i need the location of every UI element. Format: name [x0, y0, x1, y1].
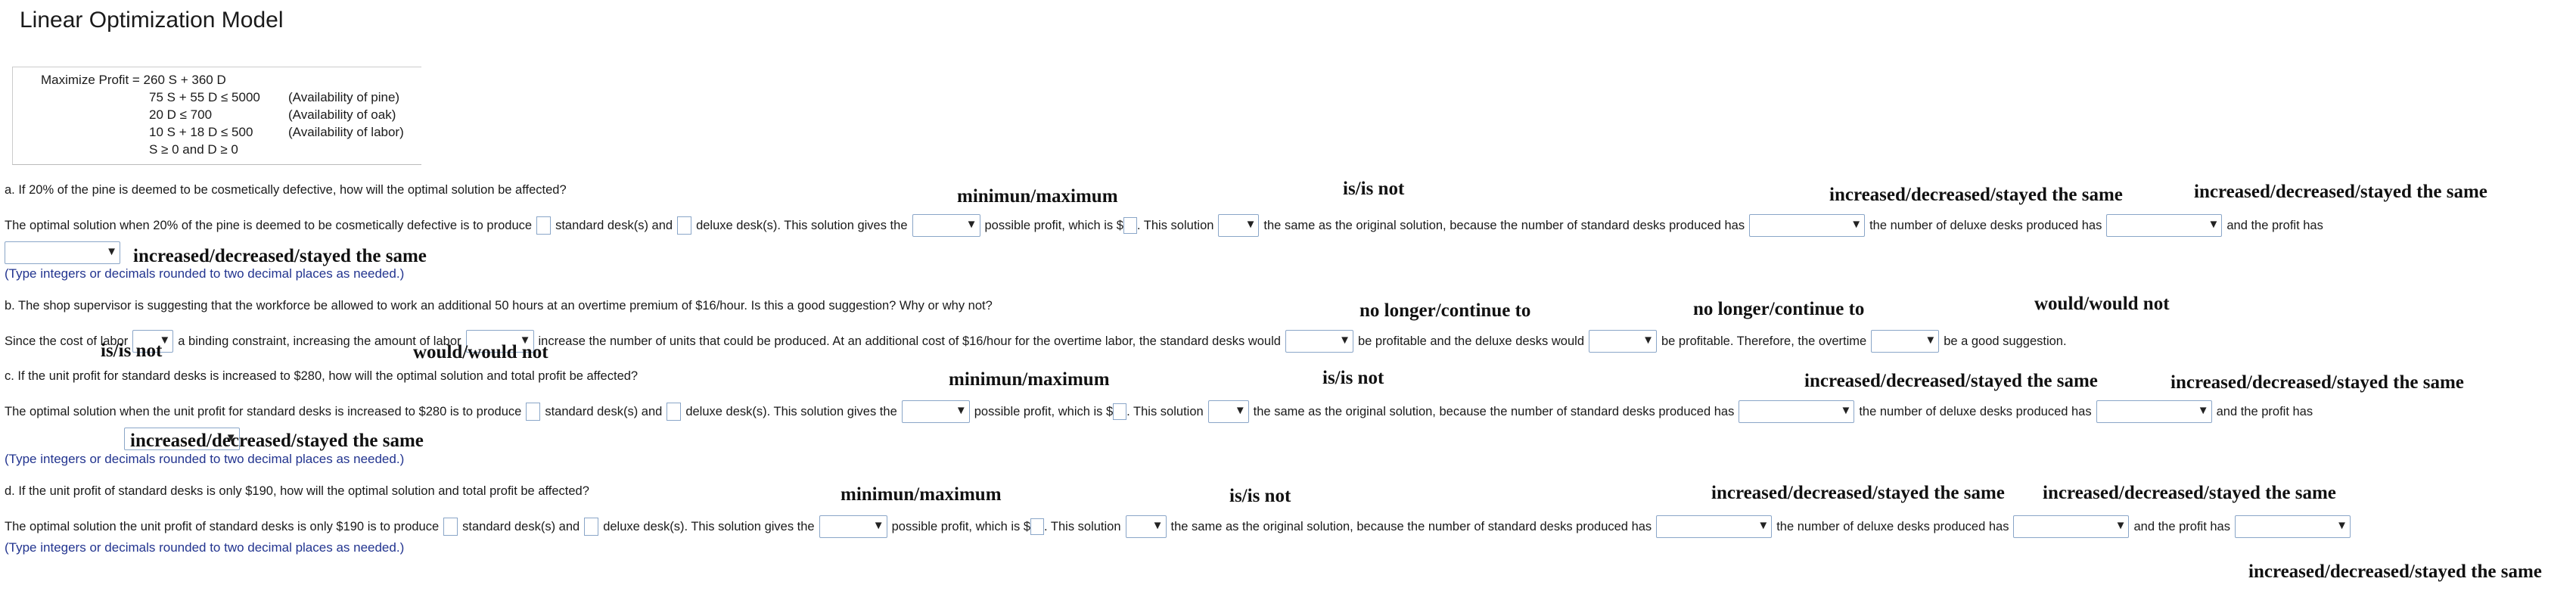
constraint-1: 75 S + 55 D ≤ 5000 [149, 90, 260, 104]
c-deluxe-desks-input[interactable] [667, 403, 681, 421]
a-standard-change-dropdown[interactable] [1749, 214, 1865, 237]
b-overtime-wouldnot-dropdown[interactable] [1871, 330, 1939, 353]
answer-d: The optimal solution the unit profit of standard desks is only $190 is to produce standard desk(s) and deluxe desk(s). This solution gives the ▼ possible profit, which is $ . This solution ▼ the same as the original solution, because the number of standard desks produced has ▼ the number of deluxe desks produced has ▼ and the profit has ▼ [5, 515, 2355, 538]
label-incdec-a3: increased/decreased/stayed the same [133, 246, 427, 266]
objective: Maximize Profit = 260 S + 360 D [41, 73, 226, 87]
answer-c: The optimal solution when the unit profit for standard desks is increased to $280 is to produce standard desk(s) and deluxe desk(s). This solution gives the ▼ possible profit, which is $ . This solution ▼ the same as the original solution, because the number of standard desks produced has ▼ the number of deluxe desks produced has ▼ and the profit has [5, 400, 2317, 423]
d-standard-change-dropdown[interactable] [1656, 515, 1772, 538]
c-profit-input[interactable] [1113, 403, 1126, 420]
label-isnot-b: is/is not [101, 341, 163, 361]
constraint-1-note: (Availability of pine) [288, 90, 400, 104]
a-deluxe-desks-input[interactable] [677, 216, 691, 235]
constraint-3: 10 S + 18 D ≤ 500 [149, 125, 253, 139]
label-minmax-d: minimun/maximum [841, 484, 1002, 505]
a-deluxe-change-dropdown[interactable] [2106, 214, 2222, 237]
hint-c: (Type integers or decimals rounded to two decimal places as needed.) [5, 452, 405, 466]
a-minmax-dropdown[interactable] [912, 214, 980, 237]
c-isnot-dropdown[interactable] [1208, 400, 1249, 423]
b-deluxe-nolonger-dropdown[interactable] [1589, 330, 1657, 353]
answer-a: The optimal solution when 20% of the pine is deemed to be cosmetically defective is to produce standard desk(s) and deluxe desk(s). This solution gives the ▼ possible profit, which is $ . This solution ▼ the same as the original solution, because the number of standard desks produced has ▼ the number of deluxe desks produced has ▼ and the profit has [5, 214, 2328, 237]
label-wouldnot-b: would/would not [413, 342, 548, 362]
label-minmax-a: minimun/maximum [957, 186, 1118, 207]
label-incdec-c1: increased/decreased/stayed the same [1804, 371, 2098, 391]
d-profit-input[interactable] [1030, 518, 1044, 535]
label-nolonger-b2: no longer/continue to [1693, 299, 1865, 319]
label-minmax-c: minimun/maximum [949, 369, 1110, 390]
label-incdec-c2: increased/decreased/stayed the same [2170, 372, 2464, 393]
d-isnot-dropdown[interactable] [1126, 515, 1167, 538]
question-b: b. The shop supervisor is suggesting that the workforce be allowed to work an additional 50 hours at an overtime premium of $16/hour. Is this a good suggestion? Why or why not? [5, 299, 993, 313]
label-nolonger-b1: no longer/continue to [1359, 300, 1531, 321]
c-deluxe-change-dropdown[interactable] [2096, 400, 2212, 423]
question-d: d. If the unit profit of standard desks is only $190, how will the optimal solution and total profit be affected? [5, 484, 589, 498]
label-incdec-d2: increased/decreased/stayed the same [2043, 483, 2336, 503]
a-profit-input[interactable] [1123, 217, 1137, 234]
d-profit-change-dropdown[interactable] [2235, 515, 2351, 538]
c-minmax-dropdown[interactable] [902, 400, 970, 423]
hint-a: (Type integers or decimals rounded to two decimal places as needed.) [5, 266, 405, 281]
constraint-4: S ≥ 0 and D ≥ 0 [149, 142, 238, 157]
label-incdec-d3: increased/decreased/stayed the same [2248, 561, 2542, 582]
a-standard-desks-input[interactable] [536, 216, 551, 235]
label-incdec-c3: increased/decreased/stayed the same [130, 431, 424, 451]
label-isnot-c: is/is not [1322, 368, 1384, 388]
d-deluxe-desks-input[interactable] [584, 518, 598, 536]
c-standard-desks-input[interactable] [526, 403, 540, 421]
label-incdec-a2: increased/decreased/stayed the same [2194, 182, 2487, 202]
page-title: Linear Optimization Model [20, 8, 284, 33]
label-incdec-d1: increased/decreased/stayed the same [1711, 483, 2005, 503]
hint-d: (Type integers or decimals rounded to two decimal places as needed.) [5, 540, 405, 555]
label-isnot-d: is/is not [1229, 486, 1291, 506]
b-standard-nolonger-dropdown[interactable] [1285, 330, 1353, 353]
answer-b: Since the cost of labor ▼ a binding constraint, increasing the amount of labor ▼ increase the number of units that could be produced. At an additional cost of $16/hour for the overtime labor, the standard desks would ▼ be profitable and the deluxe desks would ▼ be profitable. Therefore, the overtime ▼ be a good suggestion. [5, 330, 2071, 353]
c-standard-change-dropdown[interactable] [1739, 400, 1854, 423]
d-deluxe-change-dropdown[interactable] [2013, 515, 2129, 538]
label-incdec-a1: increased/decreased/stayed the same [1829, 185, 2123, 205]
constraint-2-note: (Availability of oak) [288, 107, 396, 122]
label-wouldnot-b3: would/would not [2034, 294, 2170, 314]
constraint-3-note: (Availability of labor) [288, 125, 404, 139]
d-standard-desks-input[interactable] [443, 518, 458, 536]
question-a: a. If 20% of the pine is deemed to be cosmetically defective, how will the optimal solution be affected? [5, 183, 567, 197]
question-c: c. If the unit profit for standard desks is increased to $280, how will the optimal solution and total profit be affected? [5, 369, 639, 383]
a-isnot-dropdown[interactable] [1218, 214, 1259, 237]
d-minmax-dropdown[interactable] [819, 515, 887, 538]
constraint-2: 20 D ≤ 700 [149, 107, 213, 122]
label-isnot-a: is/is not [1343, 179, 1405, 199]
a-profit-change-dropdown[interactable] [5, 241, 120, 264]
